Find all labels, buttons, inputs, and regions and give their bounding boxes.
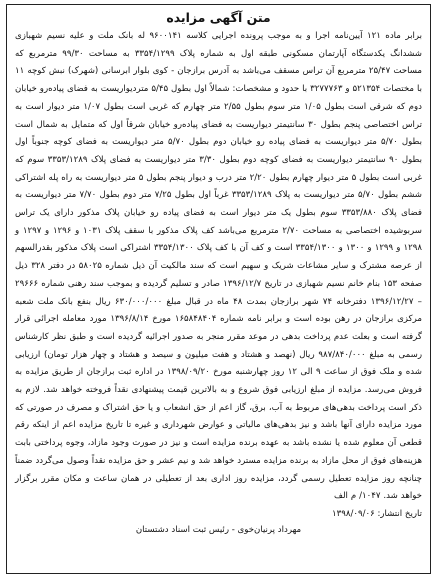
notice-body: برابر ماده ۱۲۱ آیین‌نامه اجرا و به موجب پرونده اجرایی کلاسه ۹۶۰۰۱۴۱ له بانک ملت و علیه نسیم شهبازی ششدانگ یکدستگاه آپارتمان مسکونی طبقه اول به شماره پلاک ۳۳۵۴/۱۲۹۹ به مساحت ۹۹/۳۰ مترمربع که مساحت ۲۵/۴۷ مترمربع آن تراس مسقف می‌باشد به آدرس برازجان - کوی بلوار ابرسانی (شهرک) نبش کوچه ۱۱ با مختصات ۵۲۱۳۵۴ و ۳۲۷۷۷۶۳ با حدود و مشخصات: شمالاً اول بطول ۵/۴۵ متردیواریست به فضای پیاده‌رو خیابان دوم که شرقی است بطول ۱/۰۵ متر سوم بطول ۲/۵۵ متر چهارم که غربی است بطول ۱/۰۷ متر دیوار است به تراس اختصاصی پنجم بطول ۳۰ سانتیمتر دیواریست به فضای پیاده‌رو خیابان شرقاً اول که متمایل به شمال است بطول ۵/۷۰ متر دیواریست به فضای پیاده رو خیابان دوم بطول ۵/۷۰ متر دیواریست به فضای کوچه جنوباً اول بطول ۹۰ سانتیمتر دیواریست به فضای کوچه دوم بطول ۳/۳۰ متر دیواریست به فضای پلاک ۳۳۵۳/۱۲۸۹ سوم که غربی است بطول ۵ متر دیوار چهارم بطول ۲/۲۰ متر درب و دیوار پنجم بطول ۵ متر دیواریست به راه پله اشتراکی ششم بطول ۵/۷۰ متر دیواریست به پلاک ۳۳۵۳/۱۲۸۹ غرباً اول بطول ۷/۲۵ متر دوم بطول ۷/۷۰ متر دیواریست به فضای پلاک ۳۳۵۳/۸۸۰ سوم بطول یک متر دیوار است به فضای پیاده رو خیابان پلاک مذکور دارای یک تراس سربوشیده اختصاصی به مساحت ۲/۷۰ مترمربع می‌باشد کف پلاک مذکور با سقف پلاک ۱۰۳۱ و ۱۲۹۶ و ۱۲۹۷ و ۱۲۹۸ و ۱۲۹۹ و ۱۳۰۰ و ۳۳۵۴/۱۳۰۰ است و کف آن با کف پلاک ۳۳۵۴/۱۳۰۰ اشتراکی است پلاک مذکور بقدرالسهم از عرصه مشترک و سایر مشاعات شریک و سهیم است که سند مالکیت آن ذیل شماره ۵۸۰۲۵ در دفتر ۳۲۸ ذیل صفحه ۱۵۳ بنام خانم نسیم شهبازی در تاریخ ۱۳۹۶/۱۲/۷ صادر و تسلیم گردیده و بموجب سند رهنی شماره ۲۹۶۶۶ – ۱۳۹۶/۱۲/۲۷ دفترخانه ۷۴ شهر برازجان بمدت ۴۸ ماه در قبال مبلغ ۶۳۰/۰۰۰/۰۰۰ ریال بنفع بانک ملت شعبه مرکزی برازجان در رهن بوده است و برابر نامه شماره ۱۶۵۸۴۸۴۰۴ مورخ ۱۳۹۶/۸/۱۴ مورد معامله اجرائی قرار گرفته است و بعلت عدم پرداخت بدهی در موعد مقرر منجر به صدور اجرائیه گردیده است و طبق نظر کارشناس رسمی به مبلغ ۹۸۷/۸۴۰/۰۰۰ ریال (نهصد و هشتاد و هفت میلیون و سیصد و هشتاد و چهار هزار تومان) ارزیابی شده و ملک فوق از ساعت ۹ الی ۱۲ روز چهارشنبه مورخ ۱۳۹۸/۰۹/۲۰ در اداره ثبت برازجان از طریق مزایده به فروش می‌رسد. مزایده از مبلغ ارزیابی فوق شروع و به بالاترین قیمت پیشنهادی نقداً فروخته خواهد شد. لازم به ذکر است پرداخت بدهی‌های مربوط به آب، برق، گاز اعم از حق انشعاب و یا حق اشتراک و مصرف در صورتی که مورد مزایده دارای آنها باشد و نیز بدهی‌های مالیاتی و عوارض شهرداری و غیره تا تاریخ مزایده اعم از اینکه رقم قطعی آن معلوم شده یا نشده باشد به عهده برنده مزایده است و نیز در صورت وجود مازاد، وجوه پرداختی بابت هزینه‌های فوق از محل مازاد به برنده مزایده مسترد خواهد شد و نیم عشر و حق مزایده نقداً وصول می‌گردد ضمناً چنانچه روز مزایده تعطیل رسمی گردد، مزایده روز اداری بعد از تعطیلی در همان ساعت و مکان مقرر برگزار خواهد شد. ۱۰۴۷/ م الف [15, 31, 423, 502]
signature-line: مهرداد پرنیان‌خوی - رئیس ثبت اسناد دشتستان [135, 524, 302, 535]
publication-date: تاریخ انتشار: ۱۳۹۸/۰۹/۰۶ [332, 508, 422, 519]
notice-title: متن آگهی مزایده [166, 10, 271, 25]
auction-notice [6, 4, 431, 574]
